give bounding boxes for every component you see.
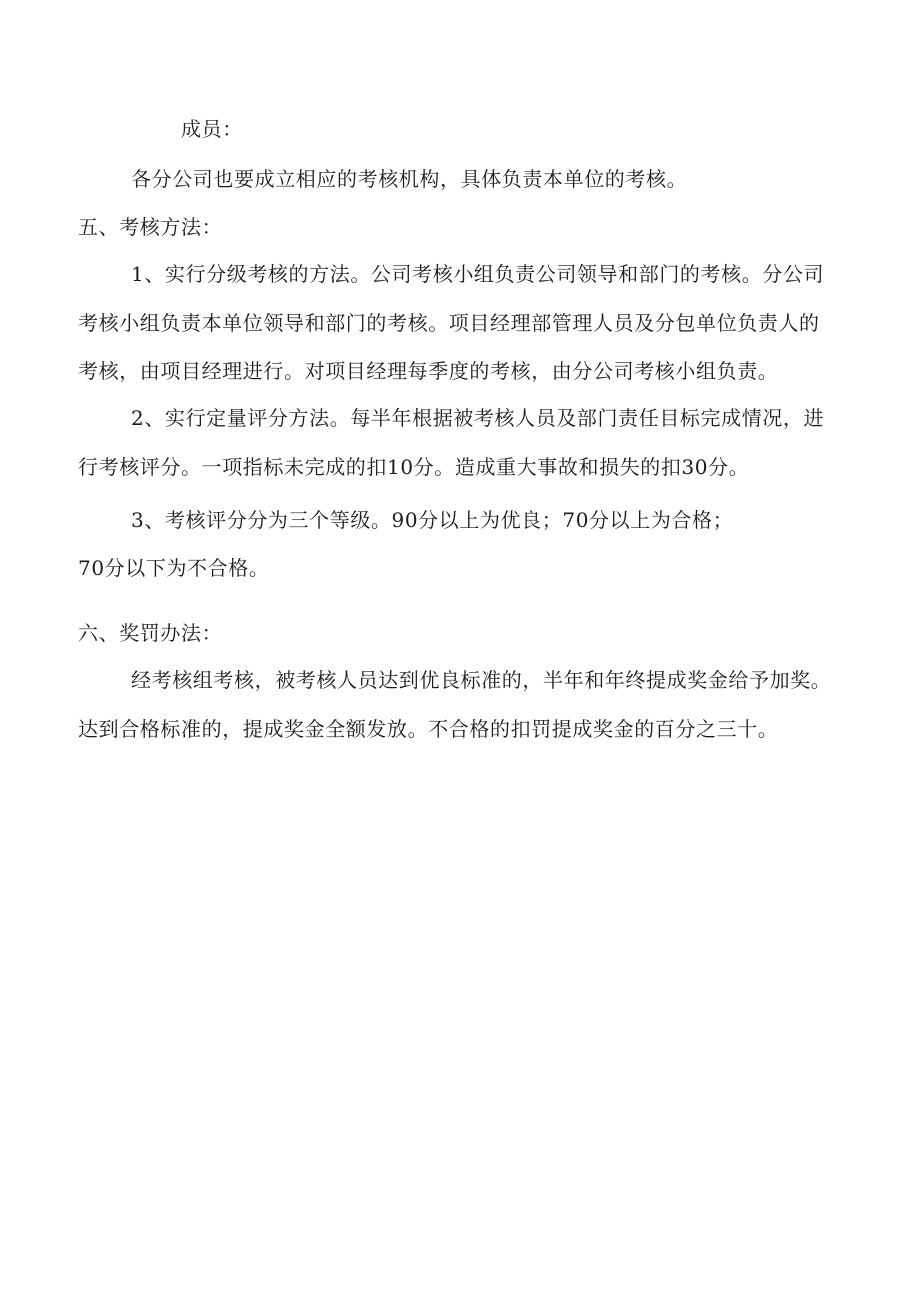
section6-para-line2: 达到合格标准的，提成奖金全额发放。不合格的扣罚提成奖金的百分之三十。: [78, 717, 779, 741]
branch-note: 各分公司也要成立相应的考核机构，具体负责本单位的考核。: [131, 167, 688, 191]
section5-heading: 五、考核方法：: [78, 215, 223, 239]
members-label: 成员：: [181, 117, 243, 141]
section5-item1-line2: 考核小组负责本单位领导和部门的考核。项目经理部管理人员及分包单位负责人的: [78, 311, 820, 335]
section5-item1-line1: 1、实行分级考核的方法。公司考核小组负责公司领导和部门的考核。分公司: [131, 262, 825, 286]
section5-item3-line2: 70分以下为不合格。: [78, 556, 270, 580]
section6-heading: 六、奖罚办法：: [78, 621, 223, 645]
section5-item2-line2: 行考核评分。一项指标未完成的扣10分。造成重大事故和损失的扣30分。: [78, 455, 750, 479]
section6-para-line1: 经考核组考核，被考核人员达到优良标准的，半年和年终提成奖金给予加奖。: [131, 668, 832, 692]
section5-item3-line1: 3、考核评分分为三个等级。90分以上为优良；70分以上为合格；: [131, 508, 734, 532]
section5-item1-line3: 考核，由项目经理进行。对项目经理每季度的考核，由分公司考核小组负责。: [78, 359, 779, 383]
section5-item2-line1: 2、实行定量评分方法。每半年根据被考核人员及部门责任目标完成情况，进: [131, 406, 825, 430]
